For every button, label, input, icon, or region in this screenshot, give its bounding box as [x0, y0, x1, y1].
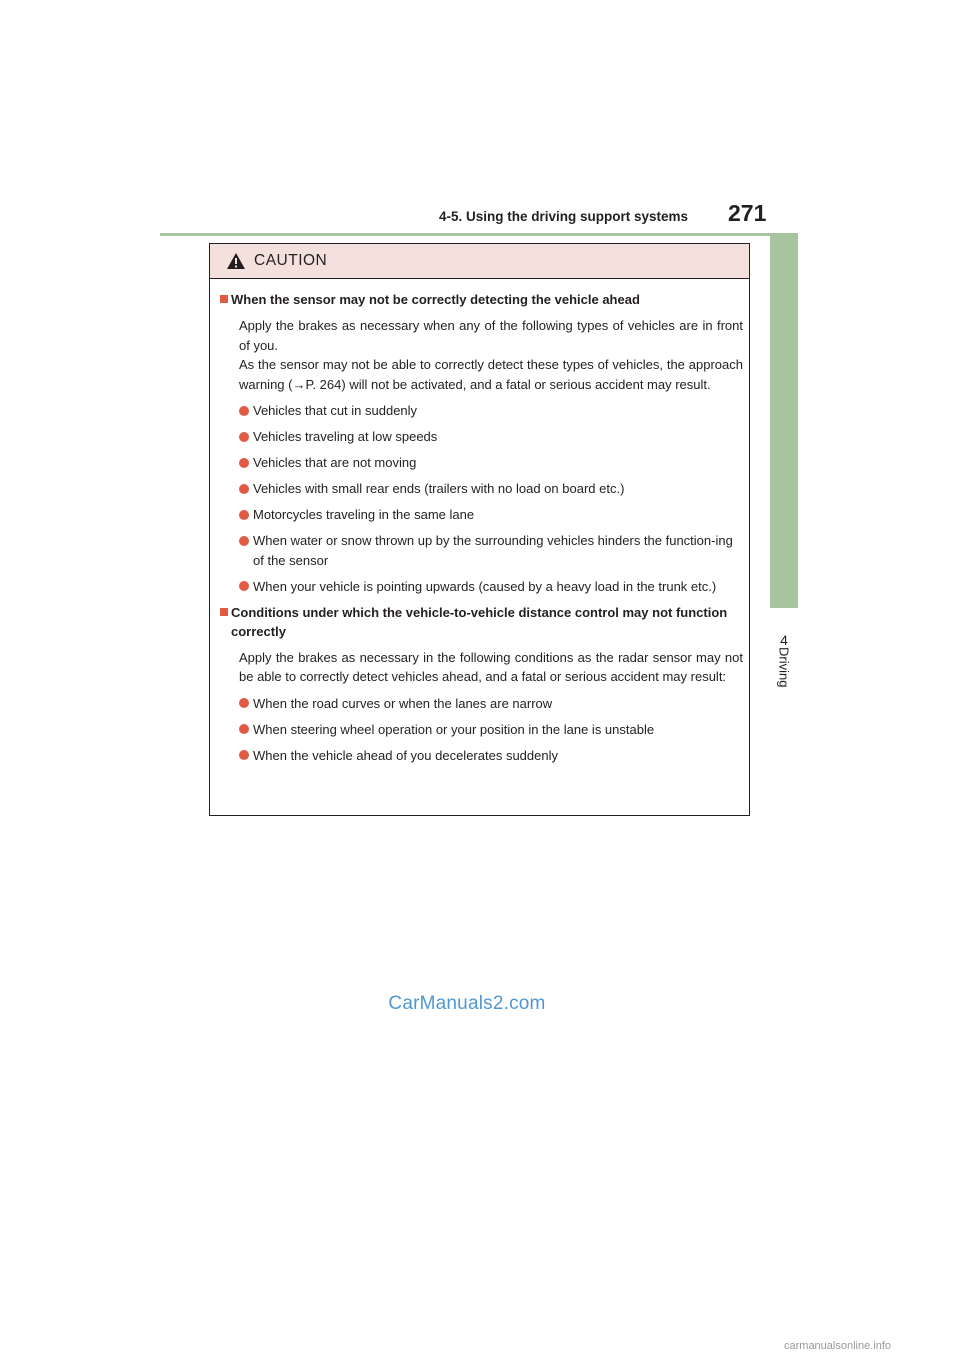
section-heading: [220, 603, 743, 641]
list-item-text: Vehicles with small rear ends (trailers with no load on board etc.): [253, 481, 625, 496]
caution-header: [210, 244, 749, 279]
header-divider: [160, 233, 798, 236]
list-item: [239, 505, 743, 525]
source-watermark: carmanualsonline.info: [784, 1340, 892, 1352]
round-bullet-icon: [239, 484, 249, 494]
round-bullet-icon: [239, 458, 249, 468]
caution-title: CAUTION: [254, 252, 328, 269]
list-item: [239, 453, 743, 473]
list-item-text: When the vehicle ahead of you decelerates suddenly: [253, 747, 558, 763]
section-title: 4-5. Using the driving support systems: [438, 209, 688, 224]
chapter-side-tab: [770, 236, 798, 608]
list-item: [239, 479, 743, 499]
list-item-text: Vehicles that are not moving: [253, 455, 417, 470]
caution-body: [210, 279, 749, 765]
section-heading-text: When the sensor may not be correctly detecting the vehicle ahead: [231, 292, 640, 307]
caution-box: [209, 243, 750, 816]
section-paragraph: As the sensor may not be able to correctly detect these types of vehicles, the approach warning (→P. 264) will not be activated, and a fatal or serious accident may result.: [239, 357, 743, 392]
round-bullet-icon: [239, 724, 249, 734]
list-item: [239, 401, 743, 421]
section-heading: [220, 290, 743, 309]
list-item-text: When steering wheel operation or your position in the lane is unstable: [253, 721, 655, 737]
round-bullet-icon: [239, 536, 249, 546]
list-item: [239, 694, 743, 714]
section-heading-text: Conditions under which the vehicle-to-vehicle distance control may not function correctly: [231, 604, 728, 639]
list-item: [239, 720, 743, 740]
watermark: CarManuals2.com: [388, 993, 546, 1014]
section-paragraph: Apply the brakes as necessary in the following conditions as the radar sensor may not be able to correctly detect vehicles ahead, and a fatal or serious accident may result:: [239, 649, 743, 684]
list-item-text: When the road curves or when the lanes are narrow: [253, 695, 553, 711]
round-bullet-icon: [239, 432, 249, 442]
square-bullet-icon: [220, 295, 228, 303]
list-item: [239, 427, 743, 447]
list-item: [239, 746, 743, 766]
chapter-label: Driving: [776, 647, 792, 688]
warning-triangle-icon: [226, 252, 246, 270]
list-item-text: When water or snow thrown up by the surrounding vehicles hinders the function-ing of the sensor: [253, 533, 733, 568]
round-bullet-icon: [239, 698, 249, 708]
round-bullet-icon: [239, 581, 249, 591]
list-item-text: Vehicles traveling at low speeds: [253, 429, 438, 444]
round-bullet-icon: [239, 406, 249, 416]
list-item-text: When your vehicle is pointing upwards (caused by a heavy load in the trunk etc.): [253, 578, 717, 594]
chapter-number: 4: [780, 632, 788, 648]
list-item-text: Motorcycles traveling in the same lane: [253, 507, 475, 522]
list-item: [239, 531, 743, 570]
round-bullet-icon: [239, 750, 249, 760]
square-bullet-icon: [220, 608, 228, 616]
list-item-text: Vehicles that cut in suddenly: [253, 403, 418, 418]
round-bullet-icon: [239, 510, 249, 520]
section-paragraph: Apply the brakes as necessary when any of the following types of vehicles are in front of you.: [239, 318, 743, 353]
page-number: 271: [728, 200, 767, 226]
list-item: [239, 577, 743, 597]
